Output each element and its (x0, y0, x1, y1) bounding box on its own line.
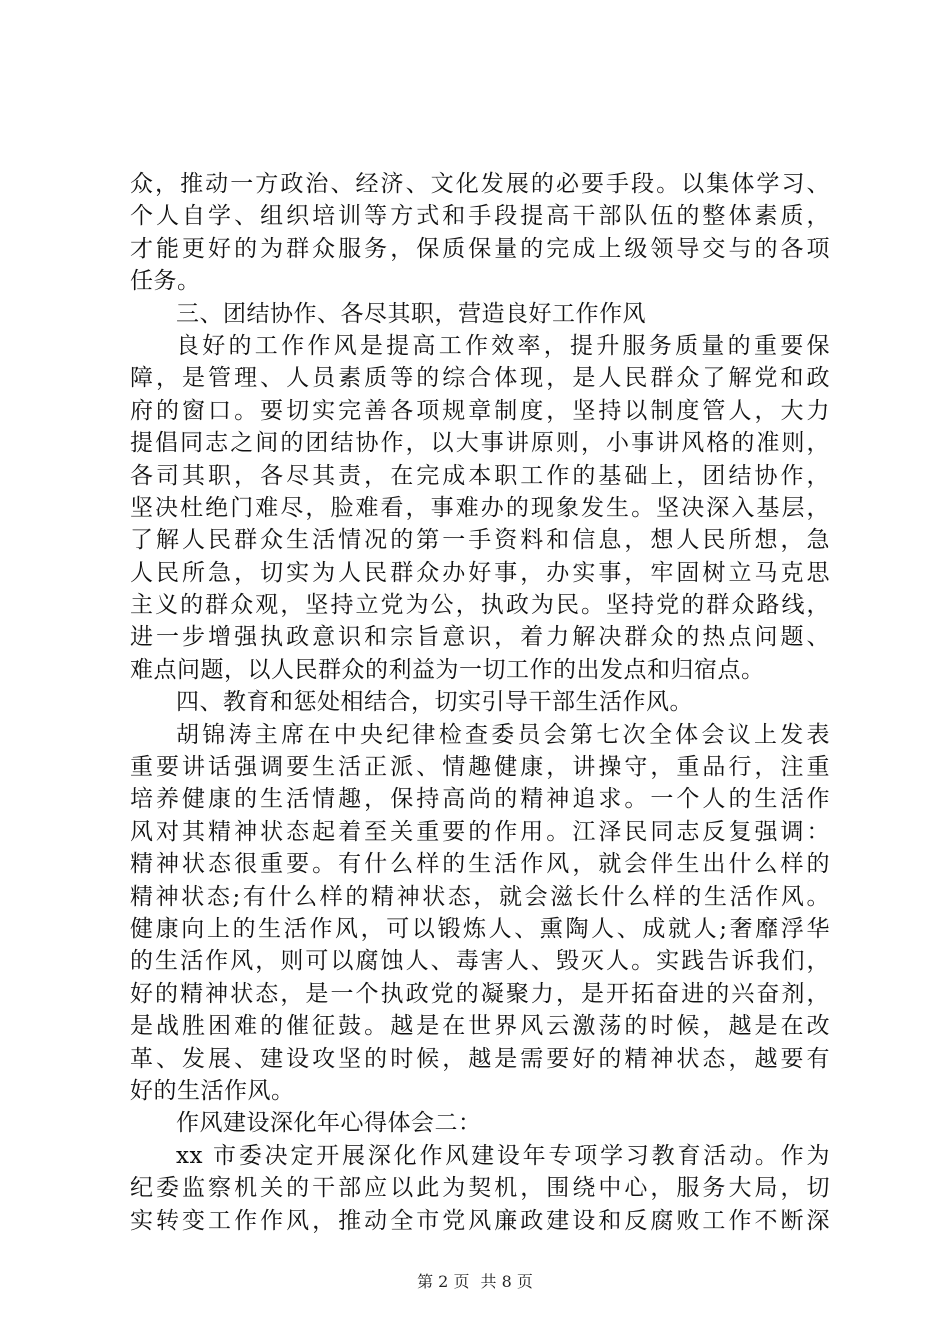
text-line: 革、发展、建设攻坚的时候，越是需要好的精神状态，越要有 (130, 1045, 830, 1072)
text-line: 主义的群众观，坚持立党为公，执政为民。坚持党的群众路线， (130, 592, 830, 619)
text-line: 三、团结协作、各尽其职，营造良好工作作风 (176, 300, 646, 327)
text-line: 了解人民群众生活情况的第一手资料和信息，想人民所想，急 (130, 527, 830, 554)
text-line: 才能更好的为群众服务，保质保量的完成上级领导交与的各项 (130, 235, 830, 262)
text-line: 培养健康的生活情趣，保持高尚的精神追求。一个人的生活作 (130, 786, 830, 813)
text-line: xx 市委决定开展深化作风建设年专项学习教育活动。作为 (176, 1142, 830, 1169)
text-line: 众，推动一方政治、经济、文化发展的必要手段。以集体学习、 (130, 171, 830, 197)
text-line: 良好的工作作风是提高工作效率，提升服务质量的重要保 (176, 332, 830, 359)
text-line: 是战胜困难的催征鼓。越是在世界风云激荡的时候，越是在改 (130, 1013, 830, 1040)
text-line: 重要讲话强调要生活正派、情趣健康，讲操守，重品行，注重 (130, 754, 830, 781)
text-line: 好的精神状态，是一个执政党的凝聚力，是开拓奋进的兴奋剂， (130, 980, 830, 1007)
text-line: 坚决杜绝门难尽，脸难看，事难办的现象发生。坚决深入基层， (130, 494, 830, 521)
text-line: 四、教育和惩处相结合，切实引导干部生活作风。 (176, 689, 693, 716)
text-line: 各司其职，各尽其责，在完成本职工作的基础上，团结协作， (130, 462, 830, 489)
page-footer (0, 1272, 950, 1292)
text-line: 实转变工作作风，推动全市党风廉政建设和反腐败工作不断深 (130, 1207, 830, 1234)
page-total: 共 8 页 (480, 1272, 533, 1291)
text-line: 健康向上的生活作风，可以锻炼人、熏陶人、成就人;奢靡浮华 (130, 915, 830, 942)
page-number: 第 2 页 (417, 1272, 470, 1291)
text-line: 人民所急，切实为人民群众办好事，办实事，牢固树立马克思 (130, 559, 830, 586)
text-line: 个人自学、组织培训等方式和手段提高干部队伍的整体素质， (130, 203, 830, 230)
text-line: 风对其精神状态起着至关重要的作用。江泽民同志反复强调： (130, 818, 830, 845)
text-line: 胡锦涛主席在中央纪律检查委员会第七次全体会议上发表 (176, 721, 830, 748)
text-line: 作风建设深化年心得体会二： (176, 1110, 482, 1137)
document-body (130, 168, 830, 1237)
text-line: 难点问题，以人民群众的利益为一切工作的出发点和归宿点。 (130, 656, 765, 683)
text-line: 纪委监察机关的干部应以此为契机，围绕中心，服务大局，切 (130, 1175, 830, 1202)
text-line: 府的窗口。要切实完善各项规章制度，坚持以制度管人，大力 (130, 397, 830, 424)
text-line: 精神状态;有什么样的精神状态，就会滋长什么样的生活作风。 (130, 883, 830, 910)
text-line: 好的生活作风。 (130, 1077, 295, 1104)
text-line: 任务。 (130, 268, 201, 295)
text-line: 精神状态很重要。有什么样的生活作风，就会伴生出什么样的 (130, 851, 830, 878)
text-line: 提倡同志之间的团结协作，以大事讲原则，小事讲风格的准则， (130, 430, 830, 457)
text-line: 障，是管理、人员素质等的综合体现，是人民群众了解党和政 (130, 365, 830, 392)
text-line: 进一步增强执政意识和宗旨意识，着力解决群众的热点问题、 (130, 624, 830, 651)
text-line: 的生活作风，则可以腐蚀人、毒害人、毁灭人。实践告诉我们， (130, 948, 830, 975)
